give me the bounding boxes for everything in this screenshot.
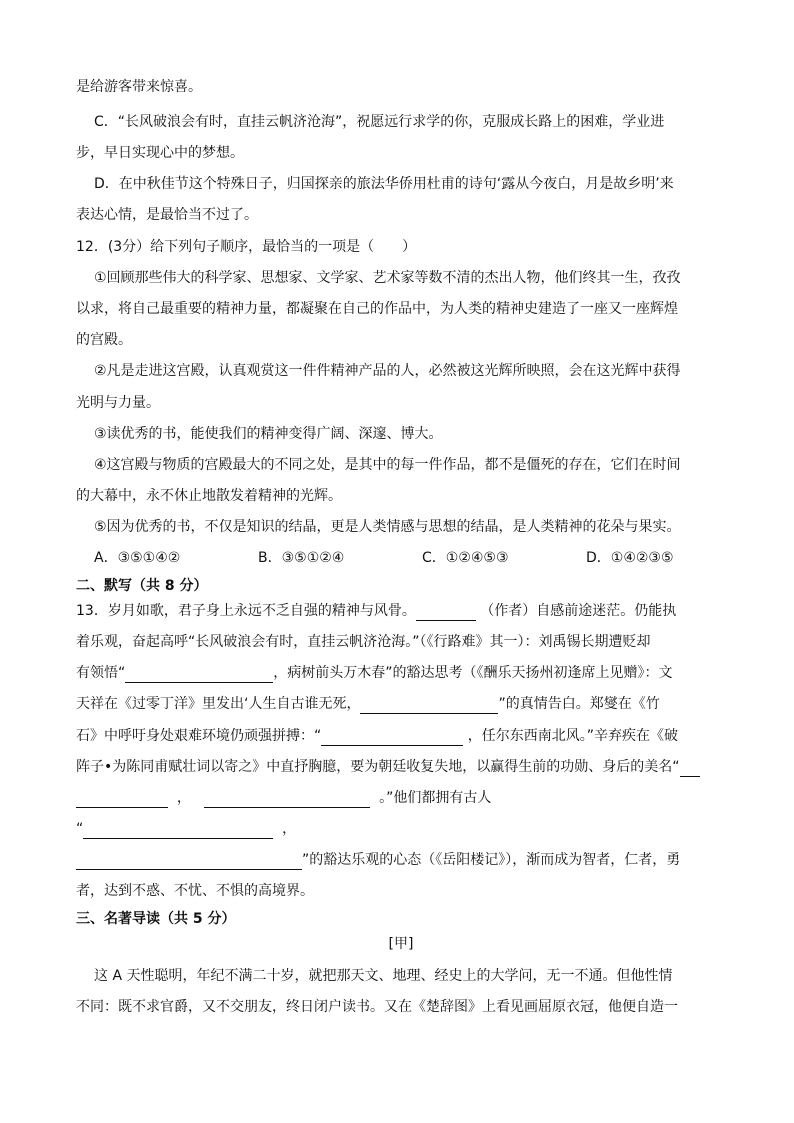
text-segment: ， [176, 790, 191, 806]
text-line: 着乐观，奋起高呼“长风破浪会有时，直挂云帆济沧海。”（《行路难》其一）：刘禹锡长期遭贬却 [76, 634, 651, 650]
text-line [76, 757, 726, 777]
text-segment: （作者）自感前途迷茫。仍能执 [480, 603, 677, 619]
passage-line: 这 A 天性聪明，年纪不满二十岁，就把那天文、地理、经史上的大学问，无一不通。但他性情 [94, 968, 673, 984]
question-12-title: 12．(3分）给下列句子顺序，最恰当的一项是（ ） [76, 239, 417, 255]
option-a[interactable]: A．③⑤①④② [94, 550, 181, 566]
text-line: 以求，将自己最重要的精神力量，都凝聚在自己的作品中，为人类的精神史建造了一座又一座辉煌 [76, 301, 678, 317]
option-c[interactable]: C．①②④⑤③ [422, 550, 509, 566]
text-line [76, 788, 726, 808]
text-line [76, 850, 726, 870]
answer-options [94, 548, 724, 568]
text-segment: 阵子•为陈同甫赋壮词以寄之》中直抒胸臆，要为朝廷收复失地，以赢得生前的功勋、身后的美名“ [76, 759, 680, 775]
text-line: 的大幕中，永不休止地散发着精神的光辉。 [76, 488, 342, 504]
answer-blank[interactable] [83, 822, 273, 839]
answer-blank[interactable] [360, 697, 498, 714]
text-segment: “ [76, 821, 84, 837]
text-line: 光明与力量。 [76, 395, 160, 411]
question-13-line [76, 601, 726, 621]
text-line: 者，达到不惑、不忧、不惧的高境界。 [76, 883, 314, 899]
answer-blank[interactable] [76, 853, 302, 870]
text-segment: ，任尔东西南北风。”辛弃疾在《破 [467, 728, 678, 744]
option-d-line: D．在中秋佳节这个特殊日子，归国探亲的旅法华侨用杜甫的诗句‘露从今夜白，月是故乡明’来 [94, 176, 674, 192]
passage-line: 不同：既不求官爵，又不交朋友，终日闭户读书。又在《楚辞图》上看见画屈原衣冠，他便自造一 [76, 999, 678, 1015]
text-line: 是给游客带来惊喜。 [76, 79, 202, 95]
answer-blank[interactable] [125, 666, 273, 683]
text-segment: 天祥在《过零丁洋》里发出‘人生自古谁无死， [76, 696, 361, 712]
text-segment: ，病树前头万木春”的豁达思考（《酬乐天扬州初逢席上见赠》：文 [273, 665, 673, 681]
option-c-line: C．“长风破浪会有时，直挂云帆济沧海”，祝愿远行求学的你，克服成长路上的困难，学业进 [94, 114, 665, 130]
text-line [76, 694, 726, 714]
section-heading-3: 三、名著导读（共 5 分） [76, 911, 236, 927]
option-b[interactable]: B．③⑤①②④ [258, 550, 345, 566]
answer-blank[interactable] [416, 604, 476, 621]
passage-label: [甲] [388, 936, 414, 952]
sentence-4: ④这宫殿与物质的宫殿最大的不同之处，是其中的每一件作品，都不是僵死的存在，它们在时间 [94, 457, 681, 473]
option-d[interactable]: D．①④②③⑤ [586, 550, 674, 566]
text-segment: ”的真情告白。郑燮在《竹 [498, 696, 660, 712]
sentence-5: ⑤因为优秀的书，不仅是知识的结晶，更是人类情感与思想的结晶，是人类精神的花朵与果实。 [94, 519, 681, 535]
text-segment: ， [282, 821, 297, 837]
text-line [76, 663, 726, 683]
sentence-2: ②凡是走进这宫殿，认真观赏这一件件精神产品的人，必然被这光辉所映照，会在这光辉中获得 [94, 363, 681, 379]
text-segment: ”的豁达乐观的心态（《岳阳楼记》），渐而成为智者，仁者，勇 [302, 852, 681, 868]
text-line [76, 726, 726, 746]
answer-blank[interactable] [680, 760, 700, 777]
section-heading-2: 二、默写（共 8 分） [76, 578, 208, 594]
sentence-1: ①回顾那些伟大的科学家、思想家、文学家、艺术家等数不清的杰出人物，他们终其一生，孜孜 [94, 270, 681, 286]
answer-blank[interactable] [204, 791, 370, 808]
answer-blank[interactable] [321, 729, 463, 746]
text-line [76, 819, 726, 839]
text-segment: 。”他们都拥有古人 [379, 790, 492, 806]
text-segment: 有领悟“ [76, 665, 126, 681]
text-segment: 石》中呼吁身处艰难环境仍顽强拼搏：“ [76, 728, 322, 744]
text-segment: 13．岁月如歌，君子身上永远不乏自强的精神与风骨。 [76, 603, 416, 619]
text-line: 的宫殿。 [76, 332, 132, 348]
answer-blank[interactable] [76, 791, 168, 808]
text-line: 步，早日实现心中的梦想。 [76, 145, 244, 161]
text-line: 表达心情，是最恰当不过了。 [76, 207, 258, 223]
sentence-3: ③读优秀的书，能使我们的精神变得广阔、深邃、博大。 [94, 426, 443, 442]
